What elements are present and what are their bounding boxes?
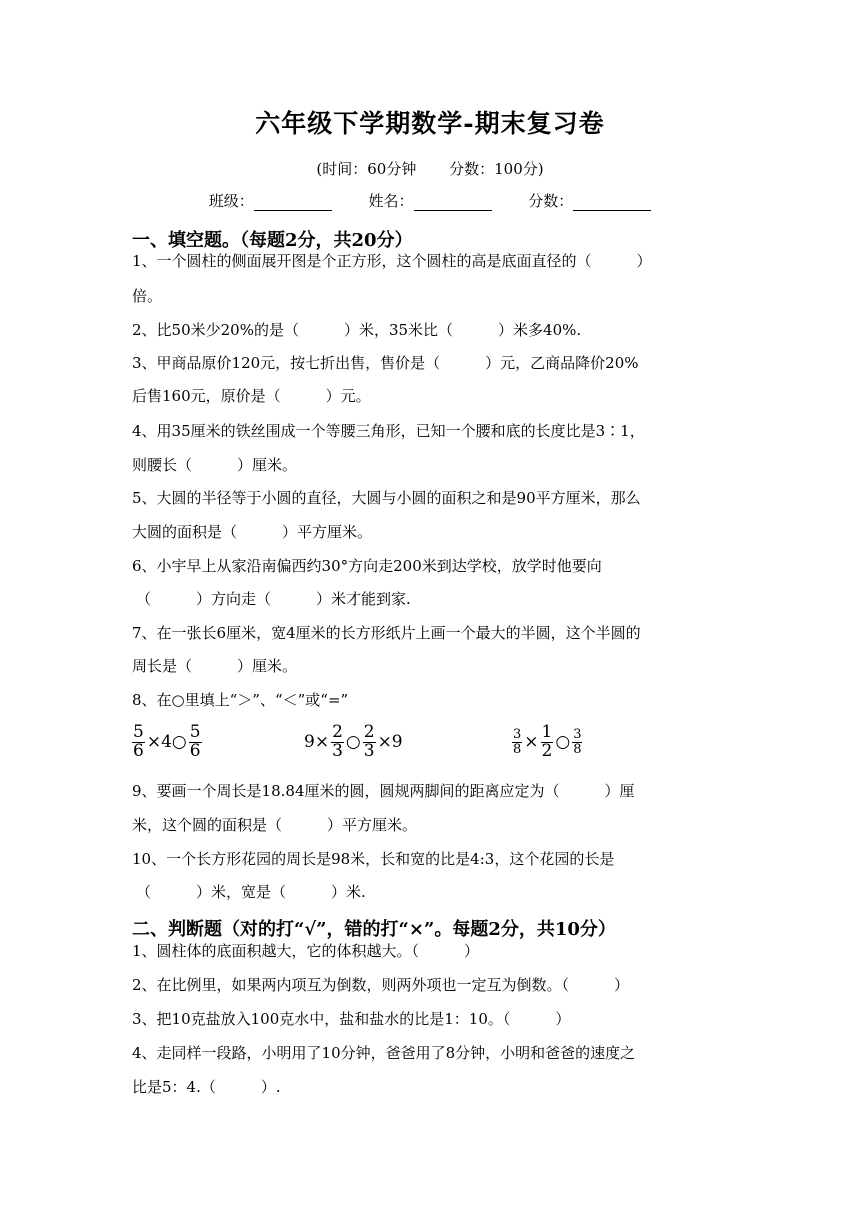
comparison-expression-1: [132, 724, 202, 761]
question-line: 1、圆柱体的底面积越大，它的体积越大。（ ）: [132, 942, 480, 960]
time-label: (时间：60分钟: [316, 160, 417, 178]
fraction: $\frac{5}{6}$: [189, 722, 201, 761]
operator-text: ×9: [377, 732, 403, 753]
question-line: 8、在○里填上“＞”、“＜”或“=”: [132, 691, 349, 709]
question-line: （ ）方向走（ ）米才能到家.: [136, 590, 411, 608]
question-line: 7、在一张长6厘米，宽4厘米的长方形纸片上画一个最大的半圆，这个半圆的: [132, 624, 641, 642]
name-field: [368, 190, 491, 211]
fraction: $\frac{3}{8}$: [573, 727, 582, 757]
class-blank: [254, 194, 332, 211]
grade-label: 分数：: [528, 192, 574, 210]
operator-text: ×4○: [146, 732, 187, 753]
question-line: 3、甲商品原价120元，按七折出售，售价是（ ）元，乙商品降价20%: [132, 354, 639, 372]
question-line: 周长是（ ）厘米。: [132, 657, 298, 675]
question-line: 6、小宇早上从家沿南偏西约30°方向走200米到达学校，放学时他要向: [132, 557, 602, 575]
fraction: $\frac{1}{2}$: [541, 722, 553, 761]
question-line: 4、用35厘米的铁丝围成一个等腰三角形，已知一个腰和底的长度比是3∶1，: [132, 422, 645, 440]
name-blank: [414, 194, 492, 211]
question-line: 倍。: [132, 287, 163, 305]
grade-blank: [573, 194, 651, 211]
fraction: $\frac{3}{8}$: [513, 727, 522, 757]
question-line: 3、把10克盐放入100克水中，盐和盐水的比是1：10。（ ）: [132, 1010, 571, 1028]
page-title: 六年级下学期数学-期末复习卷: [255, 109, 605, 138]
question-line: 1、一个圆柱的侧面展开图是个正方形，这个圆柱的高是底面直径的（ ）: [132, 252, 652, 270]
question-line: 10、一个长方形花园的周长是98米，长和宽的比是4:3，这个花园的长是: [132, 850, 615, 868]
grade-field: [528, 190, 651, 211]
exam-info: [0, 158, 860, 179]
operator-text: ○: [555, 732, 571, 753]
question-line: 米，这个圆的面积是（ ）平方厘米。: [132, 816, 418, 834]
fraction: $\frac{5}{6}$: [133, 722, 144, 761]
operator-text: ×: [524, 732, 539, 753]
question-line: （ ）米，宽是（ ）米.: [136, 883, 366, 901]
question-line: 9、要画一个周长是18.84厘米的圆，圆规两脚间的距离应定为（ ）厘: [132, 782, 635, 800]
fraction: $\frac{2}{3}$: [363, 722, 375, 761]
score-label: 分数：100分): [449, 160, 544, 178]
class-field: [209, 190, 332, 211]
fraction: $\frac{2}{3}$: [332, 722, 343, 761]
section-heading-true-false: 二、判断题（对的打“√”，错的打“×”。每题2分，共10分）: [132, 919, 616, 940]
operator-text: 9×: [304, 732, 330, 753]
class-label: 班级：: [208, 192, 254, 210]
question-line: 2、比50米少20%的是（ ）米，35米比（ ）米多40%.: [132, 321, 582, 339]
section-heading-fill-in: 一、填空题。（每题2分，共20分）: [132, 230, 413, 251]
comparison-expression-2: [302, 724, 405, 761]
question-line: 则腰长（ ）厘米。: [132, 456, 298, 474]
question-line: 大圆的面积是（ ）平方厘米。: [132, 523, 373, 541]
question-line: 5、大圆的半径等于小圆的直径，大圆与小圆的面积之和是90平方厘米，那么: [132, 489, 641, 507]
question-line: 4、走同样一段路，小明用了10分钟，爸爸用了8分钟，小明和爸爸的速度之: [132, 1044, 636, 1062]
question-line: 2、在比例里，如果两内项互为倒数，则两外项也一定互为倒数。（ ）: [132, 976, 630, 994]
question-line: 比是5：4.（ ）.: [132, 1078, 281, 1096]
question-line: 后售160元，原价是（ ）元。: [132, 387, 371, 405]
operator-text: ○: [345, 732, 361, 753]
name-label: 姓名：: [368, 192, 414, 210]
comparison-expression-3: [512, 724, 582, 761]
student-fields: [0, 190, 860, 211]
